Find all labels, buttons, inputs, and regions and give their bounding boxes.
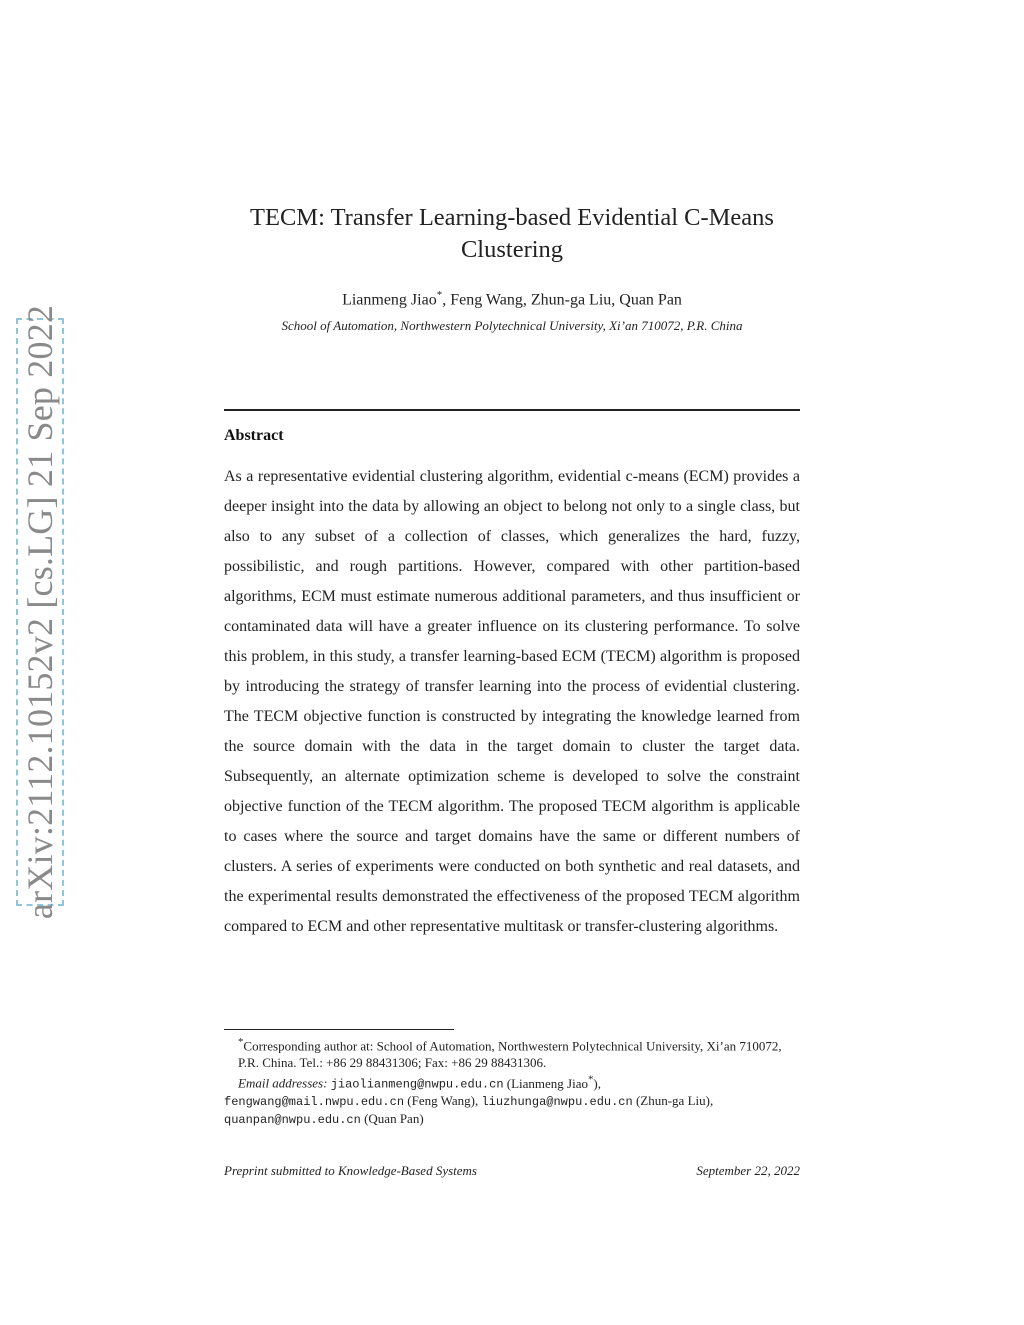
journal-submission-note: Preprint submitted to Knowledge-Based Systems [224,1163,477,1178]
header-divider [224,409,800,411]
email-name-pan: (Quan Pan) [364,1110,424,1126]
footnote-corresponding-text: Corresponding author at: School of Automation, Northwestern Polytechnical University, Xi’an 710072, P.R. China. Tel.: +86 29 88431306; Fax: +86 29 88431306. [238,1038,782,1070]
footnote-emails-line-2 [224,1093,800,1111]
author-rest: , Feng Wang, Zhun-ga Liu, Quan Pan [442,291,682,309]
email-name-liu: (Zhun-ga Liu), [635,1093,714,1109]
paper-title [224,202,800,266]
email-link-jiao[interactable]: jiaolianmeng@nwpu.edu.cn [330,1077,504,1092]
footnote-emails-line-1 [224,1071,800,1093]
email-name-jiao-star: * [588,1073,594,1086]
paper-title-line-1: TECM: Transfer Learning-based Evidential C-Means [250,204,774,231]
abstract-heading: Abstract [224,427,284,444]
author-list [224,289,800,309]
footnote-corresponding [224,1034,800,1071]
email-name-jiao-close: ), [593,1075,602,1091]
author-first: Lianmeng Jiao [342,291,437,309]
email-link-wang[interactable]: fengwang@mail.nwpu.edu.cn [224,1095,405,1110]
arxiv-side-stamp [16,304,64,920]
paper-title-line-2: Clustering [460,236,564,263]
email-name-jiao-text: (Lianmeng Jiao [506,1075,588,1091]
footnote-star: * [238,1036,244,1048]
corresponding-author-marker: * [436,289,443,301]
email-label: Email addresses: [238,1075,328,1091]
arxiv-identifier: arXiv:2112.10152v2 [cs.LG] 21 Sep 2022 [20,304,60,920]
abstract-body: As a representative evidential clustering algorithm, evidential c-means (ECM) provides a deeper insight into the data by allowing an object to belong not only to a single class, but also to any subset of a collection of classes, which generalizes the hard, fuzzy, possibilistic, and rough partitions. However, compared with other partition-based algorithms, ECM must estimate numerous additional parameters, and thus insufficient or contaminated data will have a greater influence on its clustering performance. To solve this problem, in this study, a transfer learning-based ECM (TECM) algorithm is proposed by introducing the strategy of transfer learning into the process of evidential clustering. The TECM objective function is constructed by integrating the knowledge learned from the source domain with the data in the target domain to cluster the target data. Subsequently, an alternate optimization scheme is developed to solve the constraint objective function of the TECM algorithm. The proposed TECM algorithm is applicable to cases where the source and target domains have the same or different numbers of clusters. A series of experiments were conducted on both synthetic and real datasets, and the experimental results demonstrated the effectiveness of the proposed TECM algorithm compared to ECM and other representative multitask or transfer-clustering algorithms. [224,468,800,935]
footnote [224,1034,800,1128]
footnote-emails-line-3 [224,1111,800,1129]
submission-date: September 22, 2022 [696,1163,800,1178]
email-link-pan[interactable]: quanpan@nwpu.edu.cn [224,1112,361,1127]
affiliation: School of Automation, Northwestern Polytechnical University, Xi’an 710072, P.R. China [281,318,743,333]
email-link-liu[interactable]: liuzhunga@nwpu.edu.cn [481,1095,633,1110]
footnote-divider [224,1029,454,1030]
email-name-wang: (Feng Wang), [407,1093,479,1109]
email-name-jiao [506,1073,602,1091]
